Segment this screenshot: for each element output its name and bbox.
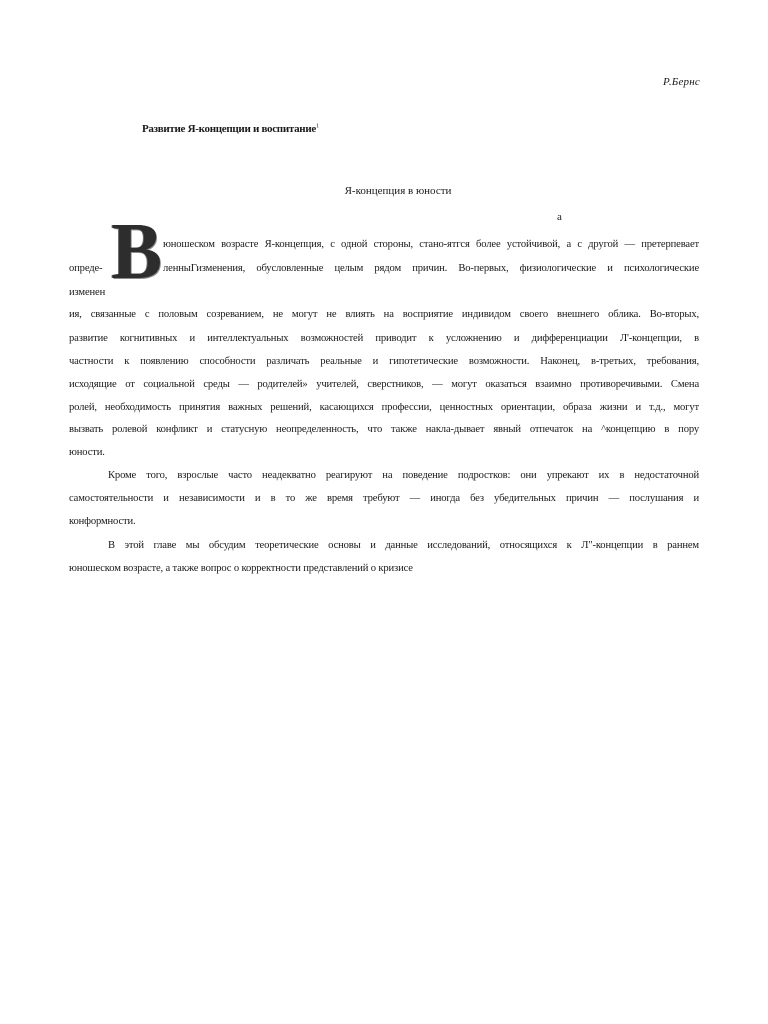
- paragraph-line: исходящие от социальной среды — родителей» учителей, сверстников, — могут оказаться взаимно противоречивыми. Смена: [69, 379, 699, 390]
- section-title-text: Я-концепция в юности: [344, 185, 452, 197]
- title-footnote-marker: 1: [315, 123, 319, 130]
- paragraph-line: самостоятельности и независимости и в то же время требуют — иногда без убедительных причин — послушания и: [69, 493, 699, 504]
- stray-letter: а: [557, 211, 562, 223]
- paragraph-line: В этой главе мы обсудим теоретические основы и данные исследований, относящихся к Л"-концепции в раннем: [108, 540, 699, 551]
- document-title-text: Развитие Я-концепции и воспитание: [142, 123, 316, 135]
- paragraph-line: юношеском возрасте, а также вопрос о корректности представлений о кризисе: [69, 563, 413, 574]
- paragraph-line: вызвать ролевой конфликт и статусную неопределенность, что также накла-дывает явный отпечаток на ^концепцию в пору: [69, 424, 699, 435]
- intro-line: юношеском возрасте Я-концепция, с одной стороны, стано-ятгся более устойчивой, а с другой — претерпевает: [163, 239, 699, 250]
- paragraph-line: юности.: [69, 447, 105, 458]
- paragraph-line: конформности.: [69, 516, 136, 527]
- drop-cap: [110, 208, 164, 296]
- intro-line: ленныГизменения, обусловленные целым рядом причин. Во-первых, физиологические и психологические: [163, 263, 699, 274]
- section-title: [0, 185, 768, 197]
- paragraph-line: ия, связанные с половым созреванием, не могут не влиять на восприятие индивидом своего внешнего облика. Во-вторых,: [69, 309, 699, 320]
- intro-line: опреде-: [69, 263, 103, 274]
- author-name: Р.Бернс: [663, 76, 700, 88]
- paragraph-line: Кроме того, взрослые часто неадекватно реагируют на поведение подростков: они упрекают их в недостаточной: [108, 470, 699, 481]
- drop-cap-letter: В: [111, 208, 163, 296]
- paragraph-line: частности к появлению способности различать реальные и гипотетические возможности. Наконец, в-третьих, требования,: [69, 356, 699, 367]
- document-title: [142, 123, 319, 135]
- paragraph-line: развитие когнитивных и интеллектуальных возможностей приводит к усложнению и дифференциации Л'-концепции, в: [69, 333, 699, 344]
- intro-line: изменен: [69, 287, 106, 298]
- paragraph-line: ролей, необходимость принятия важных решений, касающихся профессии, ценностных ориентации, образа жизни и т.д., могут: [69, 402, 699, 413]
